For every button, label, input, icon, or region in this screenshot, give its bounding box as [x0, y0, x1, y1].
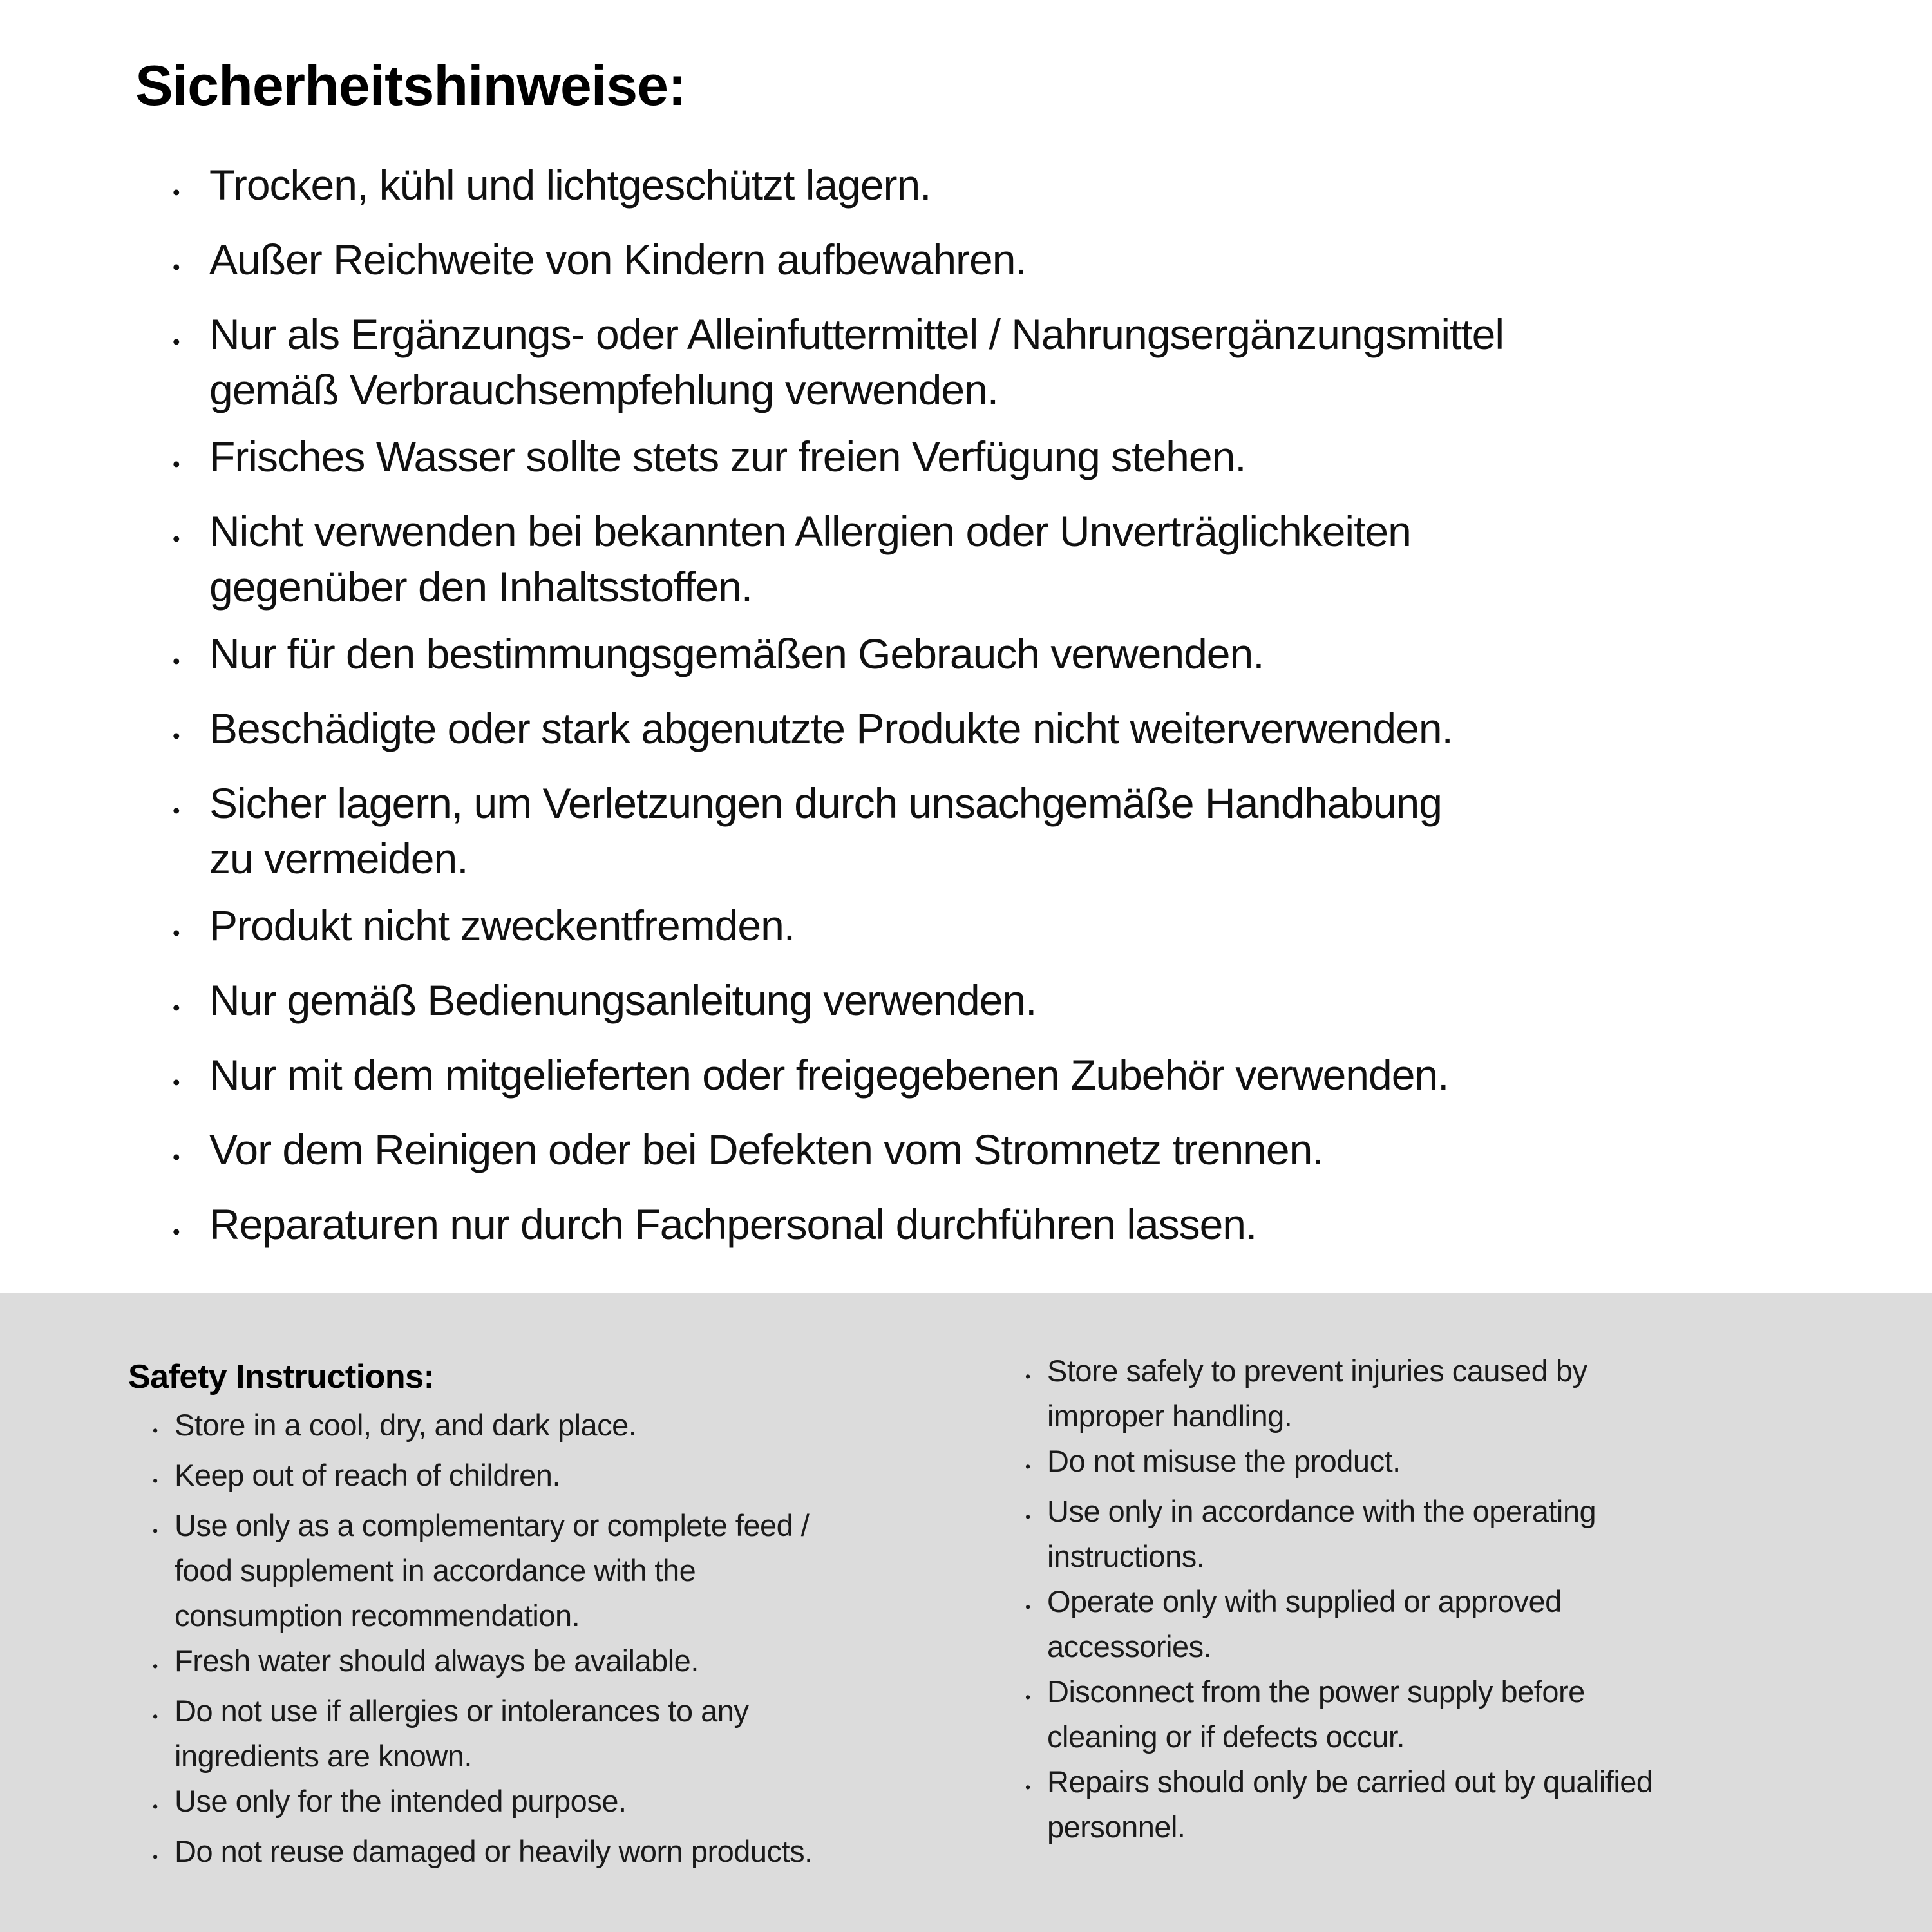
list-item — [173, 504, 1504, 614]
list-item — [1025, 1579, 1653, 1669]
bullet-marker: • — [173, 921, 180, 945]
list-item-text: Trocken, kühl und lichtgeschützt lagern. — [209, 161, 931, 209]
list-item — [153, 1779, 813, 1829]
bullet-marker: • — [1025, 1598, 1030, 1615]
list-item — [153, 1503, 813, 1638]
bullet-marker: • — [153, 1522, 158, 1539]
list-item-text: Do not misuse the product. — [1047, 1444, 1401, 1478]
list-item-text: Do not reuse damaged or heavily worn products. — [175, 1834, 813, 1868]
list-item-text: Vor dem Reinigen oder bei Defekten vom Stromnetz trennen. — [209, 1126, 1323, 1173]
german-bullet-list — [173, 157, 1504, 1271]
list-item-text: Reparaturen nur durch Fachpersonal durchführen lassen. — [209, 1200, 1257, 1248]
list-item-text: Use only as a complementary or complete feed / food supplement in accordance with the consumption recommendation. — [175, 1508, 810, 1633]
list-item — [173, 1047, 1504, 1110]
english-section — [0, 1293, 1932, 1932]
list-item-text: Repairs should only be carried out by qualified personnel. — [1047, 1765, 1653, 1844]
list-item-text: Sicher lagern, um Verletzungen durch unsachgemäße Handhabung zu vermeiden. — [209, 779, 1442, 882]
list-item-text: Do not use if allergies or intolerances to any ingredients are known. — [175, 1694, 749, 1773]
list-item-text: Use only in accordance with the operating instructions. — [1047, 1494, 1596, 1573]
list-item-text: Use only for the intended purpose. — [175, 1784, 627, 1818]
list-item — [153, 1689, 813, 1779]
bullet-marker: • — [153, 1848, 158, 1865]
list-item-text: Operate only with supplied or approved accessories. — [1047, 1584, 1562, 1663]
list-item-text: Produkt nicht zweckentfremden. — [209, 902, 795, 949]
bullet-marker: • — [173, 255, 180, 279]
list-item — [173, 157, 1504, 220]
list-item-text: Beschädigte oder stark abgenutzte Produkte nicht weiterverwenden. — [209, 705, 1453, 752]
bullet-marker: • — [1025, 1458, 1030, 1475]
list-item-text: Nur als Ergänzungs- oder Alleinfuttermittel / Nahrungsergänzungsmittel gemäß Verbrauchsempfehlung verwenden. — [209, 310, 1504, 413]
list-item — [153, 1638, 813, 1689]
list-item-text: Fresh water should always be available. — [175, 1643, 699, 1678]
bullet-marker: • — [173, 799, 180, 822]
list-item — [153, 1829, 813, 1879]
list-item-text: Keep out of reach of children. — [175, 1458, 561, 1492]
list-item — [1025, 1439, 1653, 1489]
list-item — [173, 232, 1504, 295]
list-item-text: Frisches Wasser sollte stets zur freien Verfügung stehen. — [209, 433, 1246, 480]
bullet-marker: • — [173, 996, 180, 1019]
list-item — [173, 307, 1504, 417]
english-bullet-list-right-column — [1025, 1349, 1653, 1850]
bullet-marker: • — [173, 1145, 180, 1169]
bullet-marker: • — [153, 1422, 158, 1439]
list-item — [1025, 1489, 1653, 1579]
bullet-marker: • — [153, 1472, 158, 1489]
bullet-marker: • — [173, 452, 180, 476]
english-section-title: Safety Instructions: — [128, 1358, 435, 1396]
list-item-text: Store safely to prevent injuries caused by improper handling. — [1047, 1354, 1587, 1433]
bullet-marker: • — [173, 649, 180, 673]
bullet-marker: • — [153, 1708, 158, 1725]
bullet-marker: • — [173, 330, 180, 354]
bullet-marker: • — [173, 180, 180, 204]
list-item-text: Nur gemäß Bedienungsanleitung verwenden. — [209, 976, 1037, 1024]
list-item-text: Store in a cool, dry, and dark place. — [175, 1408, 637, 1442]
list-item-text: Außer Reichweite von Kindern aufbewahren. — [209, 236, 1027, 283]
bullet-marker: • — [1025, 1368, 1030, 1385]
list-item — [173, 429, 1504, 492]
list-item — [173, 1122, 1504, 1185]
list-item — [1025, 1669, 1653, 1759]
list-item — [1025, 1759, 1653, 1850]
bullet-marker: • — [173, 724, 180, 748]
bullet-marker: • — [1025, 1689, 1030, 1705]
list-item — [153, 1403, 813, 1453]
list-item-text: Disconnect from the power supply before cleaning or if defects occur. — [1047, 1674, 1585, 1754]
list-item — [173, 898, 1504, 961]
list-item — [173, 775, 1504, 886]
german-section-title: Sicherheitshinweise: — [135, 53, 687, 117]
list-item — [173, 1197, 1504, 1260]
bullet-marker: • — [173, 1070, 180, 1094]
list-item — [173, 701, 1504, 764]
list-item-text: Nur für den bestimmungsgemäßen Gebrauch verwenden. — [209, 630, 1264, 677]
list-item — [153, 1453, 813, 1503]
bullet-marker: • — [173, 1220, 180, 1244]
bullet-marker: • — [1025, 1508, 1030, 1525]
list-item-text: Nicht verwenden bei bekannten Allergien oder Unverträglichkeiten gegenüber den Inhaltsstoffen. — [209, 507, 1411, 611]
bullet-marker: • — [153, 1658, 158, 1674]
bullet-marker: • — [153, 1798, 158, 1815]
list-item-text: Nur mit dem mitgelieferten oder freigegebenen Zubehör verwenden. — [209, 1051, 1449, 1099]
bullet-marker: • — [1025, 1779, 1030, 1795]
list-item — [1025, 1349, 1653, 1439]
bullet-marker: • — [173, 527, 180, 551]
english-bullet-list-left-column — [153, 1403, 813, 1879]
list-item — [173, 972, 1504, 1036]
list-item — [173, 626, 1504, 689]
